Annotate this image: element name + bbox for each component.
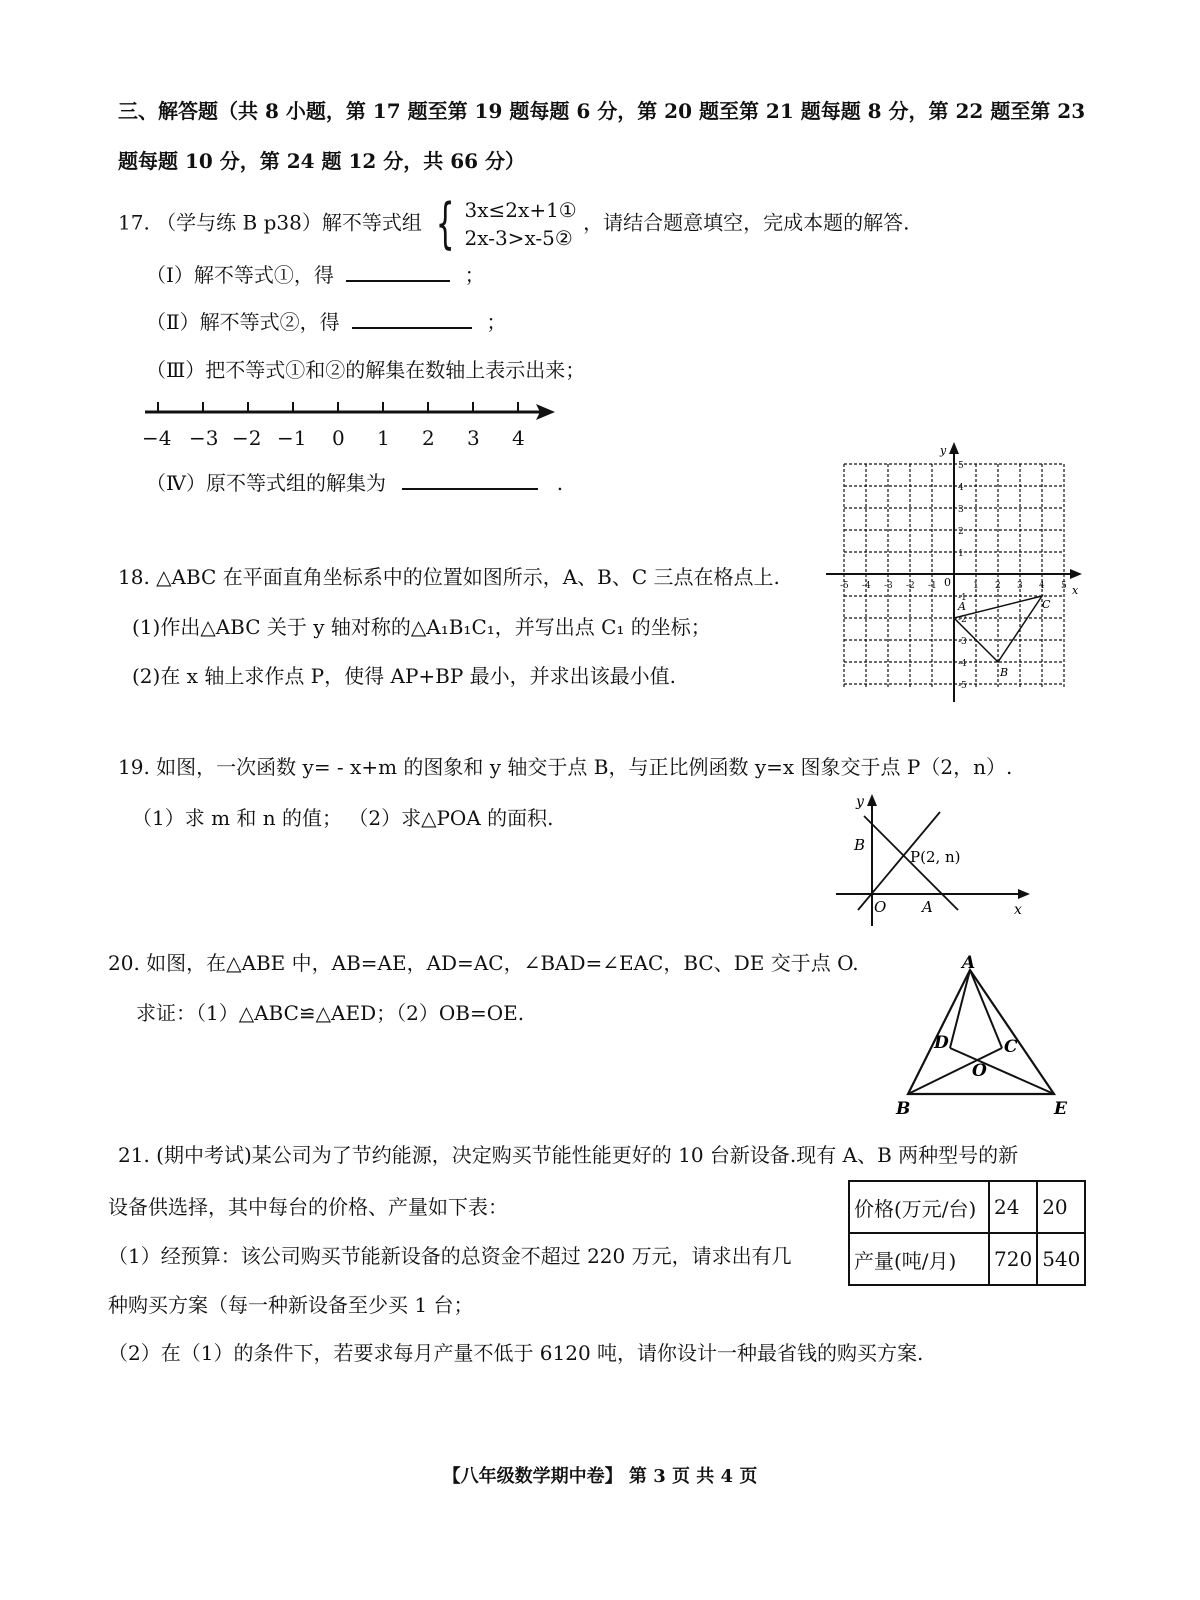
point-c-label: C [1042, 598, 1051, 611]
table-cell: 720 [989, 1233, 1037, 1285]
y-axis-label: y [940, 444, 947, 457]
number-line-label: 1 [377, 426, 390, 450]
svg-text:-2: -2 [906, 581, 915, 591]
q17-statement [118, 192, 910, 255]
number-line-label: 0 [332, 426, 345, 450]
q17-step-4-text: （Ⅳ）原不等式组的解集为 [146, 471, 386, 495]
q17-step-2-end: ； [486, 310, 507, 334]
svg-text:1: 1 [973, 581, 979, 591]
point-b-label: B [854, 836, 866, 854]
q17-blank-1[interactable] [346, 262, 450, 282]
svg-text:-3: -3 [884, 581, 893, 591]
number-line-label: 4 [512, 426, 525, 450]
q21-line-3: （1）经预算：该公司购买节能新设备的总资金不超过 220 万元，请求出有几 [108, 1244, 792, 1268]
q21-line-2: 设备供选择，其中每台的价格、产量如下表： [108, 1195, 508, 1219]
q17-step-2 [146, 309, 506, 335]
section-title-line-2: 题每题 10 分，第 24 题 12 分，共 66 分） [118, 149, 526, 173]
q17-eq1: 3x≤2x+1① [464, 198, 577, 222]
q17-step-1-end: ； [464, 263, 485, 287]
page-footer: 【八年级数学期中卷】 第 3 页 共 4 页 [442, 1466, 758, 1487]
q21-price-output-table [848, 1180, 1086, 1286]
section-title-line-1: 三、解答题（共 8 小题，第 17 题至第 19 题每题 6 分，第 20 题至第 21 题每题 8 分，第 22 题至第 23 [118, 99, 1086, 123]
segment-bc [908, 1048, 1002, 1094]
table-cell: 20 [1037, 1181, 1085, 1233]
table-cell: 540 [1037, 1233, 1085, 1285]
q17-inequality-system [428, 192, 577, 255]
table-row [849, 1233, 1085, 1285]
q17-step-4-end: . [556, 471, 564, 495]
point-p-label: P(2, n) [910, 848, 961, 866]
x-axis-label: x [1072, 584, 1079, 597]
svg-text:-2: -2 [958, 615, 967, 625]
point-o-label: O [972, 1061, 987, 1081]
q19-line-1: 19. 如图，一次函数 y= - x+m 的图象和 y 轴交于点 B，与正比例函数 y=x 图象交于点 P（2，n）. [118, 755, 1013, 779]
q17-step-2-text: （Ⅱ）解不等式②，得 [146, 310, 340, 334]
number-line-label: −2 [232, 426, 262, 450]
number-line-label: 2 [422, 426, 435, 450]
number-line-label: −3 [189, 426, 219, 450]
table-cell: 24 [989, 1181, 1037, 1233]
q17-blank-4[interactable] [402, 470, 538, 490]
q17-suffix: ，请结合题意填空，完成本题的解答. [583, 210, 910, 235]
y-tick-labels [958, 461, 967, 691]
svg-text:-1: -1 [958, 593, 967, 603]
q18-line-3: (2)在 x 轴上求作点 P，使得 AP+BP 最小，并求出该最小值. [132, 664, 677, 688]
svg-text:4: 4 [958, 483, 964, 493]
q17-step-1 [146, 262, 485, 288]
point-a-label: A [962, 953, 976, 973]
svg-text:4: 4 [1039, 581, 1045, 591]
x-axis-arrow-icon [1070, 569, 1082, 579]
q17-eq2: 2x-3>x-5② [464, 226, 573, 250]
q19-line-2: （1）求 m 和 n 的值； （2）求△POA 的面积. [132, 806, 554, 830]
svg-text:2: 2 [995, 581, 1001, 591]
point-b-label: B [1000, 666, 1009, 679]
origin-label: 0 [944, 576, 951, 589]
number-line-label: −4 [142, 426, 172, 450]
point-b-label: B [896, 1099, 911, 1119]
q18-line-1: 18. △ABC 在平面直角坐标系中的位置如图所示，A、B、C 三点在格点上. [118, 565, 780, 589]
q18-coordinate-grid [820, 438, 1088, 710]
segment-ad [950, 970, 970, 1048]
point-c-label: C [1004, 1037, 1018, 1057]
q17-step-4 [146, 470, 563, 496]
svg-text:-5: -5 [958, 681, 967, 691]
q19-function-graph [828, 786, 1038, 932]
brace-icon: { [435, 192, 455, 255]
y-axis-arrow-icon [949, 442, 959, 454]
q20-line-1: 20. 如图，在△ABE 中，AB=AE，AD=AC，∠BAD=∠EAC，BC、DE 交于点 O. [108, 951, 859, 975]
svg-text:3: 3 [958, 505, 964, 515]
svg-text:-3: -3 [958, 637, 967, 647]
number-line [140, 396, 570, 426]
point-a-label: A [922, 898, 933, 916]
svg-text:-1: -1 [928, 581, 937, 591]
x-axis-arrow-icon [1018, 889, 1030, 899]
y-axis-arrow-icon [867, 794, 877, 806]
svg-text:1: 1 [958, 549, 964, 559]
svg-text:-4: -4 [958, 659, 967, 669]
table-cell: 价格(万元/台) [849, 1181, 989, 1233]
q17-blank-2[interactable] [352, 309, 472, 329]
svg-text:-4: -4 [862, 581, 871, 591]
q21-line-1: 21. (期中考试)某公司为了节约能源，决定购买节能性能更好的 10 台新设备.现有 A、B 两种型号的新 [118, 1143, 1019, 1167]
origin-label: O [874, 898, 887, 916]
point-e-label: E [1054, 1099, 1067, 1119]
point-a-label: A [958, 600, 966, 613]
svg-text:5: 5 [1061, 581, 1067, 591]
q21-line-5: （2）在（1）的条件下，若要求每月产量不低于 6120 吨，请你设计一种最省钱的购买方案. [108, 1341, 924, 1365]
point-d-label: D [934, 1033, 949, 1053]
svg-text:2: 2 [958, 527, 964, 537]
q21-line-4: 种购买方案（每一种新设备至少买 1 台； [108, 1293, 474, 1317]
y-axis-label: y [856, 794, 864, 810]
table-row [849, 1181, 1085, 1233]
number-line-label: 3 [467, 426, 480, 450]
q17-prefix: 17. （学与练 B p38）解不等式组 [118, 210, 422, 235]
q20-triangle-figure [890, 952, 1080, 1122]
table-cell: 产量(吨/月) [849, 1233, 989, 1285]
q18-line-2: (1)作出△ABC 关于 y 轴对称的△A₁B₁C₁，并写出点 C₁ 的坐标； [132, 615, 711, 639]
q17-step-1-text: （Ⅰ）解不等式①，得 [146, 263, 334, 287]
q17-step-3: （Ⅲ）把不等式①和②的解集在数轴上表示出来； [146, 358, 586, 382]
svg-text:5: 5 [958, 461, 964, 471]
svg-text:-5: -5 [840, 581, 849, 591]
q20-line-2: 求证：（1）△ABC≌△AED；（2）OB=OE. [136, 1001, 525, 1025]
svg-text:3: 3 [1017, 581, 1023, 591]
number-line-label: −1 [277, 426, 307, 450]
x-axis-label: x [1014, 902, 1022, 918]
